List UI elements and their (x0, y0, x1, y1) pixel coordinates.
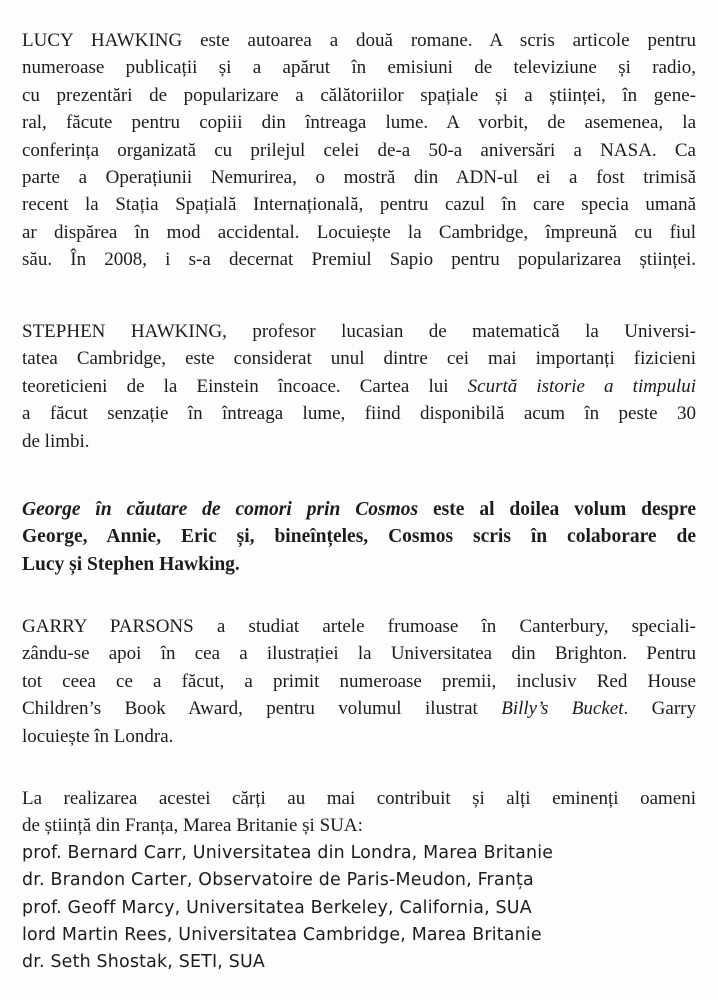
text-line: său. În 2008, i s-a decernat Premiul Sapio pentru popularizarea științei. (22, 249, 696, 271)
stephen-hawking-bio (22, 318, 696, 455)
book-title: Scurtă istorie a timpului (467, 375, 697, 397)
text-line: de limbi. (22, 430, 90, 452)
text-line (22, 695, 696, 722)
text-line: ar dispărea în mod accidental. Locuiește la Cambridge, împreună cu fiul (22, 221, 696, 243)
garry-parsons-bio (22, 613, 696, 750)
book-title: Billy’s Bucket (501, 698, 624, 720)
lucy-hawking-bio (22, 27, 696, 274)
contributor-item: lord Martin Rees, Universitatea Cambridge, Marea Britanie (22, 925, 542, 946)
text-line: ral, făcute pentru copiii din întreaga lume. A vorbit, de asemenea, la (22, 112, 696, 134)
text-line (22, 373, 696, 400)
contributor-item: prof. Geoff Marcy, Universitatea Berkeley, California, SUA (22, 897, 532, 918)
text-line: tatea Cambridge, este considerat unul dintre cei mai importanți fizicieni (22, 348, 696, 370)
line-text: este al doilea volum despre (433, 499, 697, 520)
text-line: a făcut senzație în întreaga lume, fiind disponibilă acum în peste 30 (22, 403, 696, 425)
text-line (22, 496, 696, 523)
text-line: parte a Operațiunii Nemurirea, o mostră din ADN-ul ei a fost trimisă (22, 167, 696, 189)
contributors-section (22, 785, 696, 977)
contributor-item: dr. Seth Shostak, SETI, SUA (22, 952, 266, 973)
text-line: La realizarea acestei cărți au mai contribuit și alți eminenți oameni (22, 788, 696, 809)
text-line: STEPHEN HAWKING, profesor lucasian de matematică la Universi- (22, 321, 696, 342)
text-line: de știință din Franța, Marea Britanie și SUA: (22, 815, 363, 837)
line-text: Children’s Book Award, pentru volumul ilustrat (22, 698, 478, 720)
text-line: GARRY PARSONS a studiat artele frumoase în Canterbury, speciali- (22, 616, 696, 637)
book-title: George în căutare de comori prin Cosmos (22, 499, 419, 520)
text-line: tot ceea ce a făcut, a primit numeroase premii, inclusiv Red House (22, 670, 696, 692)
text-line: cu prezentări de popularizare a călătoriilor spațiale și a științei, în gene- (22, 84, 696, 106)
line-text: teoreticieni de la Einstein încoace. Cartea lui (22, 375, 449, 397)
line-text: . Garry (623, 698, 696, 720)
text-line: numeroase publicații și a apărut în emisiuni de televiziune și radio, (22, 57, 696, 79)
book-description (22, 496, 696, 578)
text-line: LUCY HAWKING este autoarea a două romane. A scris articole pentru (22, 30, 696, 51)
text-line: George, Annie, Eric și, bineînțeles, Cosmos scris în colaborare de (22, 526, 696, 548)
contributor-item: prof. Bernard Carr, Universitatea din Londra, Marea Britanie (22, 842, 554, 863)
text-line: recent la Stația Spațială Internațională, pentru cazul în care specia umană (22, 194, 696, 216)
text-line: conferința organizată cu prilejul celei de-a 50-a aniversări a NASA. Ca (22, 139, 696, 161)
text-line: zându-se apoi în cea a ilustrației la Universitatea din Brighton. Pentru (22, 643, 696, 665)
text-line: locuiește în Londra. (22, 725, 174, 747)
text-line: Lucy și Stephen Hawking. (22, 553, 240, 575)
contributor-item: dr. Brandon Carter, Observatoire de Paris-Meudon, Franța (22, 870, 534, 891)
